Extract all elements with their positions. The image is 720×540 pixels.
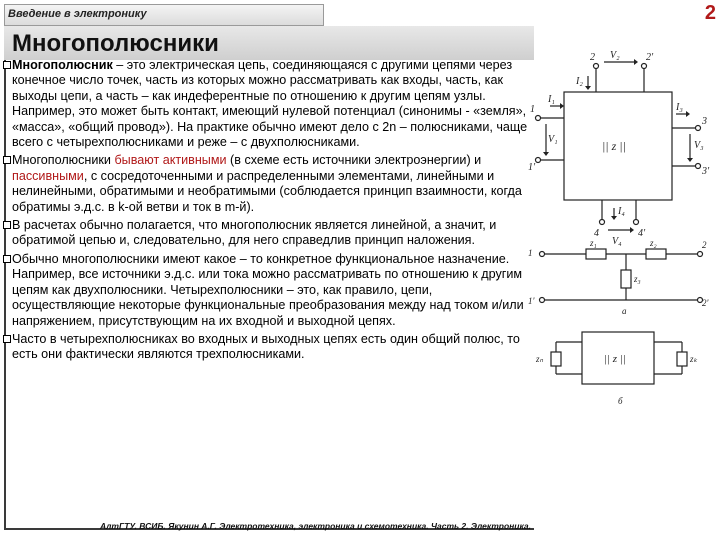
square-bullet-icon [3, 61, 11, 69]
slide-title: Многополюсники [12, 30, 219, 57]
label-i1: I₁ [548, 94, 555, 105]
label-1: 1 [530, 104, 535, 115]
square-bullet-icon [3, 156, 11, 164]
matrix-z-label: || z || [602, 139, 626, 153]
fig-a-label-1p: 1' [528, 296, 535, 306]
text-segment: Многополюсники [12, 153, 115, 168]
slide-content [12, 58, 532, 366]
label-3p: 3' [702, 166, 710, 177]
paragraph-linearity [12, 218, 532, 249]
label-2: 2 [590, 52, 595, 63]
square-bullet-icon [3, 221, 11, 229]
label-i2: I₂ [576, 76, 583, 87]
label-4p: 4' [638, 228, 646, 239]
label-4: 4 [594, 228, 599, 239]
frame-left-line [4, 60, 6, 530]
label-2p: 2' [646, 52, 654, 63]
fig-a-label-z1: z₁ [590, 238, 597, 248]
text-segment: В расчетах обычно полагается, что многополюсник является линейной, а значит, и обратимой цепью и, следовательно, для него справедлив принцип наложения. [12, 218, 497, 248]
course-title: Введение в электронику [8, 8, 147, 20]
page-number: 2 [704, 2, 716, 24]
term-passive: пассивными [12, 168, 84, 183]
fig-a-label-2: 2 [702, 240, 707, 250]
label-1p: 1' [528, 162, 536, 173]
paragraph-types [12, 153, 532, 215]
label-v3: V₃ [694, 140, 704, 151]
fig-a-label-1: 1 [528, 248, 533, 258]
label-v4: V₄ [612, 236, 622, 247]
paragraph-text [12, 252, 532, 329]
text-segment: (в схеме есть источники электроэнергии) и [226, 153, 482, 168]
multipole-diagrams [526, 48, 718, 418]
label-v2: V₂ [610, 50, 620, 61]
label-v1: V₁ [548, 134, 558, 145]
label-i3: I₃ [676, 102, 683, 113]
text-segment: – это электрическая цепь, соединяющаяся с другими цепями через конечное число точек, часть из которых можно рассматривать как входы, часть, как выходы цепи, а часть – как индеферентные по отношению к другим цепям узлы. Например, это может быть контакт, имеющий нулевой потенциал (синонимы - «земля», «масса», «общий провод»). На практике обычно имеют дело с 2n – полюсниками, чаще всего с четырехполюсниками и реже – с двухполюсниками. [12, 58, 528, 150]
fig-b-caption: б [618, 396, 623, 406]
fig-b-label-zn: zₙ [536, 354, 544, 364]
fig-b-label-zk: zₖ [690, 354, 698, 364]
fig-a-label-z2: z₂ [650, 238, 657, 248]
fig-a-label-2p: 2' [702, 298, 709, 308]
text-segment: Часто в четырехполюсниках во входных и выходных цепях есть один общий полюс, то есть они фактически являются трехполюсниками. [12, 331, 520, 362]
fig-a-caption: a [622, 306, 627, 316]
paragraph-definition [12, 58, 532, 150]
fig-a-label-z3: z₃ [634, 274, 641, 284]
text-segment: , с сосредоточенными и распределенными элементами, линейными и нелинейными, обратимыми и необратимыми (соблюдается принцип взаимности, когда обратимы э.д.с. в k-ой ветви и ток в m-й). [12, 168, 522, 214]
footer-citation: АлтГТУ. ВСИБ. Якунин А.Г. Электротехника, электроника и схемотехника. Часть 2. Электроника. [100, 521, 531, 531]
paragraph-function [12, 252, 532, 329]
paragraph-three-pole [12, 332, 532, 363]
label-i4: I₄ [618, 206, 625, 217]
term-active: бывают активными [114, 153, 227, 168]
text-segment: Обычно многополюсники имеют какое – то конкретное функциональное назначение. Например, все источники э.д.с. или тока можно рассматривать по отношению к другим цепям как двухполюсники. Четырехполюсники – это, как правило, цепи, осуществляющие некоторые функциональные преобразования между над током и/или напряжением, присутствующим на их входной и выходной цепях. [12, 251, 524, 328]
paragraph-text [12, 58, 532, 150]
square-bullet-icon [3, 255, 11, 263]
term-multipole: Многополюсник [12, 58, 113, 72]
square-bullet-icon [3, 335, 11, 343]
label-3: 3 [702, 116, 707, 127]
fig-b-box-label: || z || [604, 353, 626, 365]
paragraph-text [12, 332, 532, 363]
paragraph-text [12, 153, 532, 215]
paragraph-text [12, 218, 532, 249]
